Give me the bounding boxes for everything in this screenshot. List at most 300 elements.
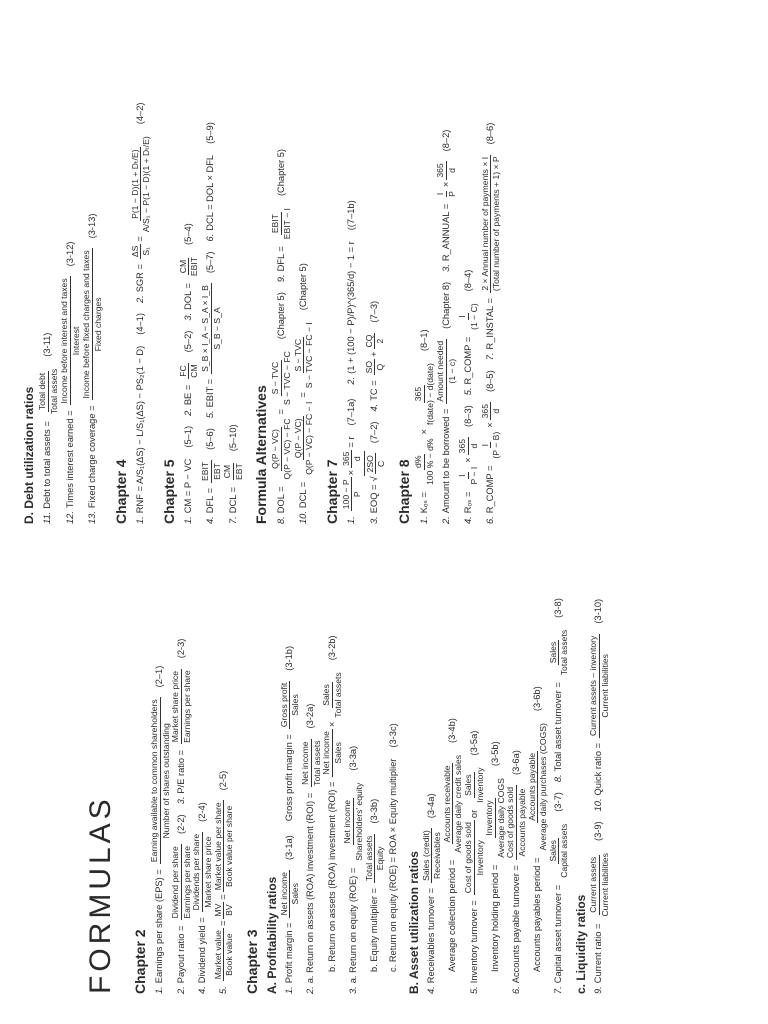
denominator: Shareholders' equity xyxy=(353,782,364,861)
denominator: Fixed charges xyxy=(92,297,103,352)
denominator: Average daily credit sales xyxy=(453,754,464,853)
formula-number: 8. xyxy=(553,774,564,783)
numerator: Inventory xyxy=(484,800,495,836)
formula-lhs: Times interest earned = xyxy=(64,410,75,509)
formula-number: 3. xyxy=(175,796,186,805)
formula-asset-turnover xyxy=(549,536,569,994)
fraction xyxy=(414,436,434,487)
equation-ref: (2-4) xyxy=(196,802,207,822)
fraction xyxy=(223,461,243,482)
fraction xyxy=(214,928,234,981)
formula-collection-period xyxy=(443,536,463,972)
denominator: Capital assets xyxy=(559,823,570,878)
formula-lhs: Kₒₛ = xyxy=(418,492,429,514)
formula-number: 4. xyxy=(426,986,437,994)
formula-rnf-sgr xyxy=(131,24,151,524)
fraction xyxy=(436,189,456,199)
denominator: Q(P − VC) − FC xyxy=(281,418,292,480)
formula-profit-margin xyxy=(280,536,300,994)
equation-ref: (Chapter 8) xyxy=(440,281,451,329)
formula-number: 5. xyxy=(462,387,473,396)
equation-ref: (3-3a) xyxy=(347,745,358,771)
numerator: 100 − P xyxy=(340,479,351,510)
formula-kos xyxy=(414,24,434,524)
equation-ref: (4–1) xyxy=(135,313,145,335)
fraction xyxy=(322,729,342,776)
numerator: Accounts receivable xyxy=(441,765,452,843)
denominator: P − I xyxy=(469,466,480,485)
fraction xyxy=(294,400,314,477)
equation-ref: (3-12) xyxy=(64,241,75,267)
denominator: Book value per share xyxy=(224,805,235,887)
fraction xyxy=(342,450,362,468)
numerator: MV xyxy=(212,903,223,917)
formula-text: RNF = A/S₁(ΔS) − L/S₁(ΔS) − PS₂(1 − D) xyxy=(135,345,145,514)
section-c-heading: c. Liquidity ratios xyxy=(574,894,588,994)
formula-lhs: Quick ratio = xyxy=(593,742,604,796)
numerator: Sales xyxy=(321,684,332,706)
fraction xyxy=(436,161,456,179)
chapter-3-heading: Chapter 3 xyxy=(243,929,260,994)
formula-number: 5. xyxy=(218,986,228,994)
formula-equity-multiplier xyxy=(365,536,385,972)
numerator: FC xyxy=(177,365,188,377)
equation-ref: (3-6b) xyxy=(532,686,543,712)
equation-ref: (3-13) xyxy=(86,213,97,239)
numerator: 365 xyxy=(479,404,490,419)
fraction xyxy=(458,301,478,332)
equation-ref: (5–2) xyxy=(183,330,194,353)
formula-roa-a xyxy=(301,536,321,994)
numerator: EBIT xyxy=(270,214,281,234)
denominator: Average daily purchases (COGS) xyxy=(538,723,549,851)
fraction xyxy=(179,255,199,278)
chapter-5-heading: Chapter 5 xyxy=(160,459,177,524)
equation-ref: (3-11) xyxy=(42,332,53,357)
equation-ref: (Chapter 5) xyxy=(275,292,286,340)
fraction xyxy=(481,402,501,420)
equation-ref: (4–2) xyxy=(135,102,145,125)
formula-number: 2. xyxy=(305,986,316,994)
denominator: C xyxy=(376,460,387,467)
plus-sign: + xyxy=(369,351,380,357)
numerator: Current assets xyxy=(588,856,598,913)
fraction xyxy=(414,361,434,427)
formula-number: 11. xyxy=(42,511,53,524)
formula-alt-dcl xyxy=(294,24,314,524)
formula-eoq-tc xyxy=(364,24,386,524)
formula-payable-turnover xyxy=(506,536,526,994)
formula-debt-to-assets xyxy=(38,24,58,524)
formula-lhs: Current ratio = xyxy=(593,923,604,984)
numerator: Sales xyxy=(463,774,474,796)
right-column xyxy=(0,24,503,524)
denominator: 100 % − d% xyxy=(424,438,435,486)
denominator: BV xyxy=(224,904,235,916)
fraction xyxy=(506,785,526,860)
denominator: d xyxy=(469,443,480,449)
formula-lhs: R_INSTAL = xyxy=(485,298,496,350)
numerator: Net income xyxy=(299,741,310,785)
times-sign: × xyxy=(462,457,473,463)
formula-number: 2. xyxy=(440,516,451,524)
formula-lhs: Earnings per share (EPS) = xyxy=(154,869,165,984)
fraction xyxy=(436,339,456,404)
equation-ref: (7–1a) xyxy=(346,398,357,426)
equation-ref: (8–5) xyxy=(485,370,496,392)
formula-lhs: DCL = xyxy=(227,486,238,514)
formula-text: DCL = DOL × DFL xyxy=(205,154,216,231)
formula-lhs: Average collection period = xyxy=(447,859,458,972)
fraction xyxy=(422,828,442,883)
formula-number: 1. xyxy=(418,516,429,524)
times-sign: × xyxy=(440,181,451,188)
equation-ref: (8–3) xyxy=(462,405,473,427)
fraction xyxy=(192,832,212,912)
formula-lhs: BE = xyxy=(183,384,194,406)
denominator: Total assets xyxy=(48,368,59,415)
denominator: d xyxy=(491,408,502,414)
fraction xyxy=(271,206,291,241)
formula-lhs: DFL = xyxy=(275,246,286,272)
fraction xyxy=(201,283,221,374)
formula-number: 6. xyxy=(510,986,521,994)
formula-number: 5. xyxy=(205,410,216,419)
chapter-8-heading: Chapter 8 xyxy=(396,459,413,524)
equals-sign: = xyxy=(297,392,308,398)
equation-ref: (3-5a) xyxy=(468,730,479,756)
denominator: Q xyxy=(375,363,386,371)
denominator: EBIT xyxy=(189,256,200,277)
denominator: EBT xyxy=(233,463,244,480)
numerator: Q(P − VC) xyxy=(292,418,303,459)
fraction xyxy=(549,822,569,880)
formula-lhs: DOL = xyxy=(183,283,194,310)
formula-lhs: Payout ratio = xyxy=(175,925,186,984)
numerator: Market value xyxy=(212,930,223,980)
numerator: S_B × I_A − S_A × I_B xyxy=(199,285,210,372)
equation-ref: (3-7) xyxy=(553,792,564,812)
fraction xyxy=(38,367,58,416)
formula-number: 3. xyxy=(347,986,358,994)
numerator: CM xyxy=(222,464,233,479)
fraction xyxy=(171,668,191,745)
fraction xyxy=(549,628,569,677)
formula-number: 8. xyxy=(275,516,286,524)
formula-number: 2. xyxy=(175,986,186,994)
equation-ref: (5–7) xyxy=(205,251,216,274)
denominator: Inventory xyxy=(474,840,485,876)
equation-ref: (8–4) xyxy=(462,269,473,292)
denominator: Earnings per share xyxy=(181,670,192,743)
denominator: (1 − c) xyxy=(446,358,457,384)
numerator: Current assets – inventory xyxy=(588,635,598,736)
numerator: Total debt xyxy=(37,372,47,411)
fraction xyxy=(481,154,501,293)
fraction xyxy=(179,362,199,379)
numerator: Net income xyxy=(342,799,353,844)
formula-lhs: TC = xyxy=(369,380,380,401)
formula-lhs: Amount to be borrowed = xyxy=(440,408,451,514)
numerator: Net income xyxy=(278,872,289,916)
section-d-heading: D. Debt utilization ratios xyxy=(22,386,36,524)
equation-ref: (3-3c) xyxy=(388,723,399,748)
denominator: Total assets xyxy=(559,629,570,676)
numerator: Cost of goods sold xyxy=(463,822,474,894)
denominator: S − TVC − FC − I xyxy=(304,322,315,389)
equation-ref: (2-3) xyxy=(175,638,186,659)
left-column xyxy=(0,536,610,994)
formula-lhs: Dividend yield = xyxy=(196,917,207,984)
denominator: Receivables xyxy=(432,832,443,879)
denominator: Inventory xyxy=(474,767,485,803)
numerator: Income before interest and taxes xyxy=(59,278,70,404)
formula-number: 6. xyxy=(205,233,216,242)
formula-number: 13. xyxy=(86,511,97,524)
formula-alternatives-heading: Formula Alternatives xyxy=(253,385,270,524)
formula-number: 3. xyxy=(183,312,194,321)
formula-lhs: EBIT = xyxy=(205,378,216,408)
numerator: Sales (credit) xyxy=(420,830,431,881)
denominator: d xyxy=(352,456,363,462)
fraction xyxy=(171,844,191,921)
formula-lhs: Rₒₛ = xyxy=(462,491,473,514)
chapter-7-heading: Chapter 7 xyxy=(323,459,340,524)
fraction xyxy=(294,320,314,390)
formula-market-to-book: 5. Market value Book value = MV BV = Market value per share Book value per share (2-5) xyxy=(212,770,235,994)
fraction xyxy=(528,721,548,852)
denominator: Accounts payable xyxy=(517,788,528,857)
denominator: (1 − C) xyxy=(469,303,480,330)
fraction xyxy=(481,430,501,461)
denominator: 2 xyxy=(375,338,386,344)
formula-lhs: Fixed charge coverage = xyxy=(86,405,97,509)
fraction xyxy=(214,800,234,892)
fraction xyxy=(201,460,221,483)
formula-number: 4. xyxy=(196,986,207,994)
formula-number: 3. xyxy=(369,516,380,524)
denominator: Current liabilities xyxy=(599,654,610,718)
denominator: f(date) − d(date) xyxy=(424,363,435,425)
formula-lhs: b. Return on assets (ROA) investment (ROI) = xyxy=(326,781,337,972)
numerator: 2 × Annual number of payments × I xyxy=(479,156,490,291)
formula-discount-cost xyxy=(342,24,362,524)
numerator: I xyxy=(435,192,446,196)
fraction xyxy=(280,681,300,729)
numerator: d% xyxy=(413,455,424,468)
formula-receivables-turnover xyxy=(422,536,442,994)
formula-number: 2. xyxy=(346,376,357,385)
times-sign: × xyxy=(326,721,337,728)
denominator: Sales xyxy=(290,694,301,716)
formula-fixed-charge xyxy=(82,24,102,524)
denominator: P xyxy=(352,491,363,498)
formula-lhs: DOL = xyxy=(275,486,286,514)
formula-number: 1. xyxy=(284,986,295,994)
numerator: Dividends per share xyxy=(191,833,202,911)
equation-ref: (2-2) xyxy=(175,814,186,834)
formula-liquidity xyxy=(589,536,609,994)
formula-lhs: Receivables turnover = xyxy=(426,887,437,984)
equation-ref: (3-1a) xyxy=(284,835,295,861)
fraction xyxy=(131,244,151,259)
numerator: Sales xyxy=(547,641,558,664)
formula-lhs: a. Return on equity (ROE) = xyxy=(347,867,358,984)
formula-lhs: EOQ = xyxy=(369,484,380,514)
equation-ref: ((7–1b) xyxy=(346,200,357,231)
equation-ref: (5–6) xyxy=(205,428,216,450)
numerator: Dividend per share xyxy=(170,846,181,919)
formula-number: 2. xyxy=(183,408,194,416)
fraction xyxy=(322,670,342,719)
formula-lhs: Debt to total assets = xyxy=(42,421,53,509)
formula-number: 5. xyxy=(468,986,479,994)
fraction xyxy=(131,134,151,234)
formula-number: 4. xyxy=(205,516,216,524)
fraction xyxy=(458,465,478,487)
fraction xyxy=(214,902,234,919)
formula-dividend-yield xyxy=(192,536,212,994)
fraction xyxy=(365,834,385,883)
formula-number: 9. xyxy=(275,274,286,283)
formula-lhs: Gross profit margin = xyxy=(284,734,295,822)
formula-roa-b xyxy=(322,536,342,972)
times-sign: × xyxy=(485,422,496,428)
denominator: Q(P − VC) − FC − I xyxy=(304,401,315,475)
formula-number: 1. xyxy=(154,986,165,994)
formula-number: 10. xyxy=(297,511,308,524)
formula-rcomp-rinstal xyxy=(481,24,501,524)
formula-text: = r xyxy=(346,436,357,448)
equation-ref: (2–1) xyxy=(154,665,165,688)
formula-text: (1 + (100 − P)/P)^(365/d) − 1 = r xyxy=(346,241,357,374)
denominator: Total assets xyxy=(311,740,322,786)
equation-ref: (8–6) xyxy=(485,122,496,145)
equation-ref: (5–10) xyxy=(227,424,238,452)
numerator: Gross profit xyxy=(278,682,289,728)
fraction xyxy=(443,753,463,855)
numerator: Market value per share xyxy=(212,802,223,891)
formula-number: 1. xyxy=(183,516,194,524)
denominator: Average daily COGS xyxy=(495,778,506,858)
fraction xyxy=(589,634,609,738)
denominator: Total assets xyxy=(332,672,343,718)
denominator: Sales xyxy=(290,883,301,905)
formula-lhs: b. Equity multiplier = xyxy=(368,888,379,972)
denominator: Earnings per share xyxy=(181,845,192,919)
formula-roe-c xyxy=(386,536,402,972)
section-a-heading: A. Profitability ratios xyxy=(264,876,279,994)
numerator: S − TVC xyxy=(270,361,281,395)
numerator: Earning available to common shareholders xyxy=(149,699,159,863)
numerator: Accounts payable xyxy=(526,752,537,821)
denominator: Interest xyxy=(70,326,81,356)
denominator: Sales xyxy=(332,742,343,764)
times-sign: × xyxy=(418,429,429,435)
formula-lhs: Capital asset turnover = xyxy=(553,884,564,984)
formula-lhs: Inventory turnover = xyxy=(468,900,479,984)
equation-ref: (3-2b) xyxy=(326,635,337,661)
fraction xyxy=(458,437,478,455)
fraction xyxy=(82,248,102,400)
formula-inventory-holding xyxy=(485,536,505,972)
formula-lhs: Inventory holding period = xyxy=(489,864,500,972)
formula-number: 7. xyxy=(553,986,564,994)
fraction xyxy=(366,453,386,474)
formula-lhs: P/E ratio = xyxy=(175,749,186,794)
equation-ref: (3-6a) xyxy=(510,750,521,775)
fraction xyxy=(464,820,484,895)
formula-text: CM = P − VC xyxy=(183,458,194,514)
numerator: Q(P − VC) xyxy=(270,429,281,469)
numerator: I xyxy=(457,315,468,318)
formula-alt-dol-dfl xyxy=(271,24,291,524)
fraction xyxy=(271,349,291,407)
denominator: (Total number of payments + 1) × P xyxy=(491,156,502,292)
fraction xyxy=(343,781,363,863)
denominator: S₁ xyxy=(141,247,152,256)
formula-number: 10. xyxy=(593,798,604,812)
numerator: Market share price xyxy=(170,671,181,743)
numerator: Total assets xyxy=(363,835,374,882)
numerator: Sales xyxy=(547,840,558,862)
numerator: Amount needed xyxy=(435,340,446,402)
denominator: Equity xyxy=(375,846,386,871)
square-root: √ 2SO C xyxy=(364,451,386,481)
equation-ref: (3-4a) xyxy=(426,793,437,819)
denominator: d xyxy=(446,168,457,173)
equation-ref: (3-3b) xyxy=(368,798,379,824)
formula-number: 4. xyxy=(369,403,380,412)
denominator: P xyxy=(446,191,457,197)
page-title: FORMULAS xyxy=(84,795,117,994)
numerator: 365 xyxy=(457,438,468,454)
formula-number: 4. xyxy=(462,516,473,524)
equals-sign: = xyxy=(275,409,286,415)
formula-lhs: DFL = xyxy=(205,488,216,514)
formula-number: 1. xyxy=(135,516,145,524)
equation-ref: (8–1) xyxy=(418,329,429,352)
equation-ref: (Chapter 5) xyxy=(297,263,308,311)
formula-borrowed-annual xyxy=(436,24,456,524)
denominator: (P − B) xyxy=(491,431,502,459)
numerator: SO xyxy=(363,360,374,374)
fraction xyxy=(271,416,291,481)
formula-lhs: R_ANNUAL = xyxy=(440,203,451,262)
equation-ref: (7–2) xyxy=(369,421,380,444)
equation-ref: (3-4b) xyxy=(447,718,458,743)
equation-ref: (5–4) xyxy=(183,223,194,245)
fraction xyxy=(342,477,362,511)
chapter-4-heading: Chapter 4 xyxy=(112,459,129,524)
numerator: CQ xyxy=(363,334,374,348)
formula-inventory-turnover xyxy=(464,536,484,994)
fraction xyxy=(589,851,609,919)
formula-lhs: c. Return on equity (ROE) = ROA × Equity multiplier xyxy=(388,758,399,972)
formula-number: 9. xyxy=(593,986,604,994)
denominator: EBIT − I xyxy=(281,208,292,240)
denominator: CM xyxy=(189,364,200,378)
formula-dfl-ebit-dcl xyxy=(201,24,221,524)
formula-lhs: R_COMP = xyxy=(485,465,496,514)
denominator: S_B − S_A xyxy=(211,307,222,350)
formula-number: 12. xyxy=(64,511,75,524)
numerator: I xyxy=(457,474,468,477)
equation-ref: (3-1b) xyxy=(284,645,295,671)
equation-ref: (Chapter 5) xyxy=(275,149,286,197)
fraction xyxy=(150,697,170,864)
fraction xyxy=(60,276,80,405)
